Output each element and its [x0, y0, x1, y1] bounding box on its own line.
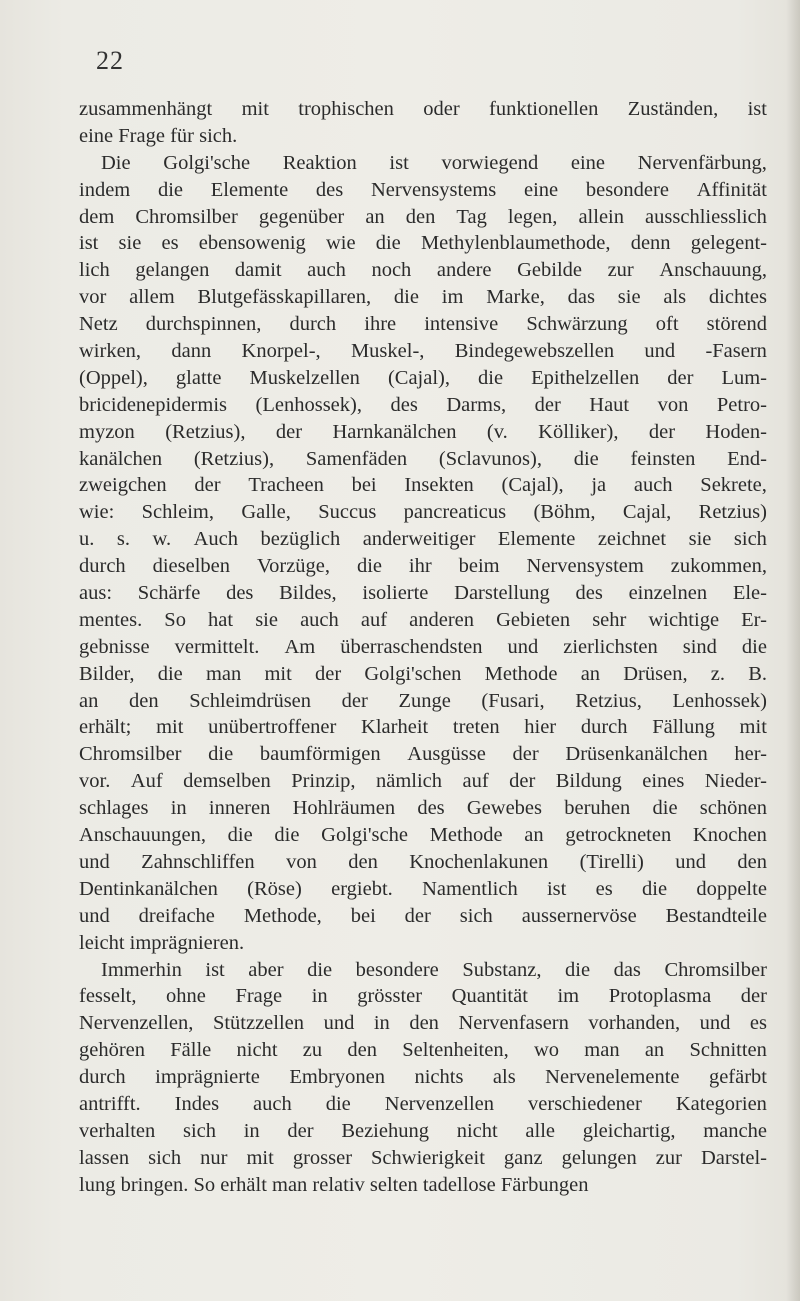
text-line: und Zahnschliffen von den Knochenlakunen (Tirelli) und den — [79, 850, 767, 873]
text-line: lung bringen. So erhält man relativ selten tadellose Färbungen — [79, 1173, 589, 1196]
text-line: gehören Fälle nicht zu den Seltenheiten, wo man an Schnitten — [79, 1039, 767, 1062]
text-line: ist sie es ebensowenig wie die Methylenblaumethode, denn gelegent- — [79, 232, 767, 255]
text-line: vor. Auf demselben Prinzip, nämlich auf der Bildung eines Nieder- — [79, 770, 767, 793]
text-line: Anschauungen, die die Golgi'sche Methode an getrockneten Knochen — [79, 824, 767, 847]
text-line: gebnisse vermittelt. Am überraschendsten und zierlichsten sind die — [79, 635, 767, 658]
text-line: u. s. w. Auch bezüglich anderweitiger Elemente zeichnet sie sich — [79, 528, 767, 551]
text-line: erhält; mit unübertroffener Klarheit treten hier durch Fällung mit — [79, 716, 767, 739]
text-line: Nervenzellen, Stützzellen und in den Nervenfasern vorhanden, und es — [79, 1012, 767, 1035]
text-line: indem die Elemente des Nervensystems eine besondere Affinität — [79, 178, 767, 201]
text-line: lich gelangen damit auch noch andere Gebilde zur Anschauung, — [79, 259, 767, 282]
text-line: Die Golgi'sche Reaktion ist vorwiegend eine Nervenfärbung, — [101, 151, 767, 174]
text-line: wie: Schleim, Galle, Succus pancreaticus (Böhm, Cajal, Retzius) — [79, 501, 767, 524]
text-line: verhalten sich in der Beziehung nicht alle gleichartig, manche — [79, 1119, 767, 1142]
text-line: eine Frage für sich. — [79, 124, 238, 147]
text-line: fesselt, ohne Frage in grösster Quantität im Protoplasma der — [79, 985, 767, 1008]
page-edge-shadow — [786, 0, 800, 1301]
text-line: antrifft. Indes auch die Nervenzellen verschiedener Kategorien — [79, 1092, 767, 1115]
text-line: lassen sich nur mit grosser Schwierigkeit ganz gelungen zur Darstel- — [79, 1146, 767, 1169]
text-line: Chromsilber die baumförmigen Ausgüsse der Drüsenkanälchen her- — [79, 743, 767, 766]
text-line: Dentinkanälchen (Röse) ergiebt. Namentlich ist es die doppelte — [79, 877, 767, 900]
text-line: aus: Schärfe des Bildes, isolierte Darstellung des einzelnen Ele- — [79, 582, 767, 605]
body-text — [79, 96, 767, 1199]
text-line: myzon (Retzius), der Harnkanälchen (v. Kölliker), der Hoden- — [79, 420, 767, 443]
text-line: Netz durchspinnen, durch ihre intensive Schwärzung oft störend — [79, 313, 767, 336]
text-line: kanälchen (Retzius), Samenfäden (Sclavunos), die feinsten End- — [79, 447, 767, 470]
text-line: vor allem Blutgefässkapillaren, die im Marke, das sie als dichtes — [79, 286, 767, 309]
text-line: mentes. So hat sie auch auf anderen Gebieten sehr wichtige Er- — [79, 608, 767, 631]
text-line: leicht imprägnieren. — [79, 931, 245, 954]
text-line: an den Schleimdrüsen der Zunge (Fusari, Retzius, Lenhossek) — [79, 689, 767, 712]
text-line: zweigchen der Tracheen bei Insekten (Cajal), ja auch Sekrete, — [79, 474, 767, 497]
text-line: bricidenepidermis (Lenhossek), des Darms, der Haut von Petro- — [79, 393, 767, 416]
text-line: Immerhin ist aber die besondere Substanz, die das Chromsilber — [101, 958, 767, 981]
text-line: durch imprägnierte Embryonen nichts als Nervenelemente gefärbt — [79, 1066, 767, 1089]
page-number: 22 — [96, 46, 124, 75]
text-line: wirken, dann Knorpel-, Muskel-, Bindegewebszellen und -Fasern — [79, 340, 767, 363]
text-line: (Oppel), glatte Muskelzellen (Cajal), die Epithelzellen der Lum- — [79, 366, 767, 389]
text-line: und dreifache Methode, bei der sich aussernervöse Bestandteile — [79, 904, 767, 927]
text-line: durch dieselben Vorzüge, die ihr beim Nervensystem zukommen, — [79, 555, 767, 578]
text-line: Bilder, die man mit der Golgi'schen Methode an Drüsen, z. B. — [79, 662, 767, 685]
text-line: zusammenhängt mit trophischen oder funktionellen Zuständen, ist — [79, 98, 767, 120]
text-line: dem Chromsilber gegenüber an den Tag legen, allein ausschliesslich — [79, 205, 767, 228]
text-line: schlages in inneren Hohlräumen des Gewebes beruhen die schönen — [79, 797, 767, 820]
